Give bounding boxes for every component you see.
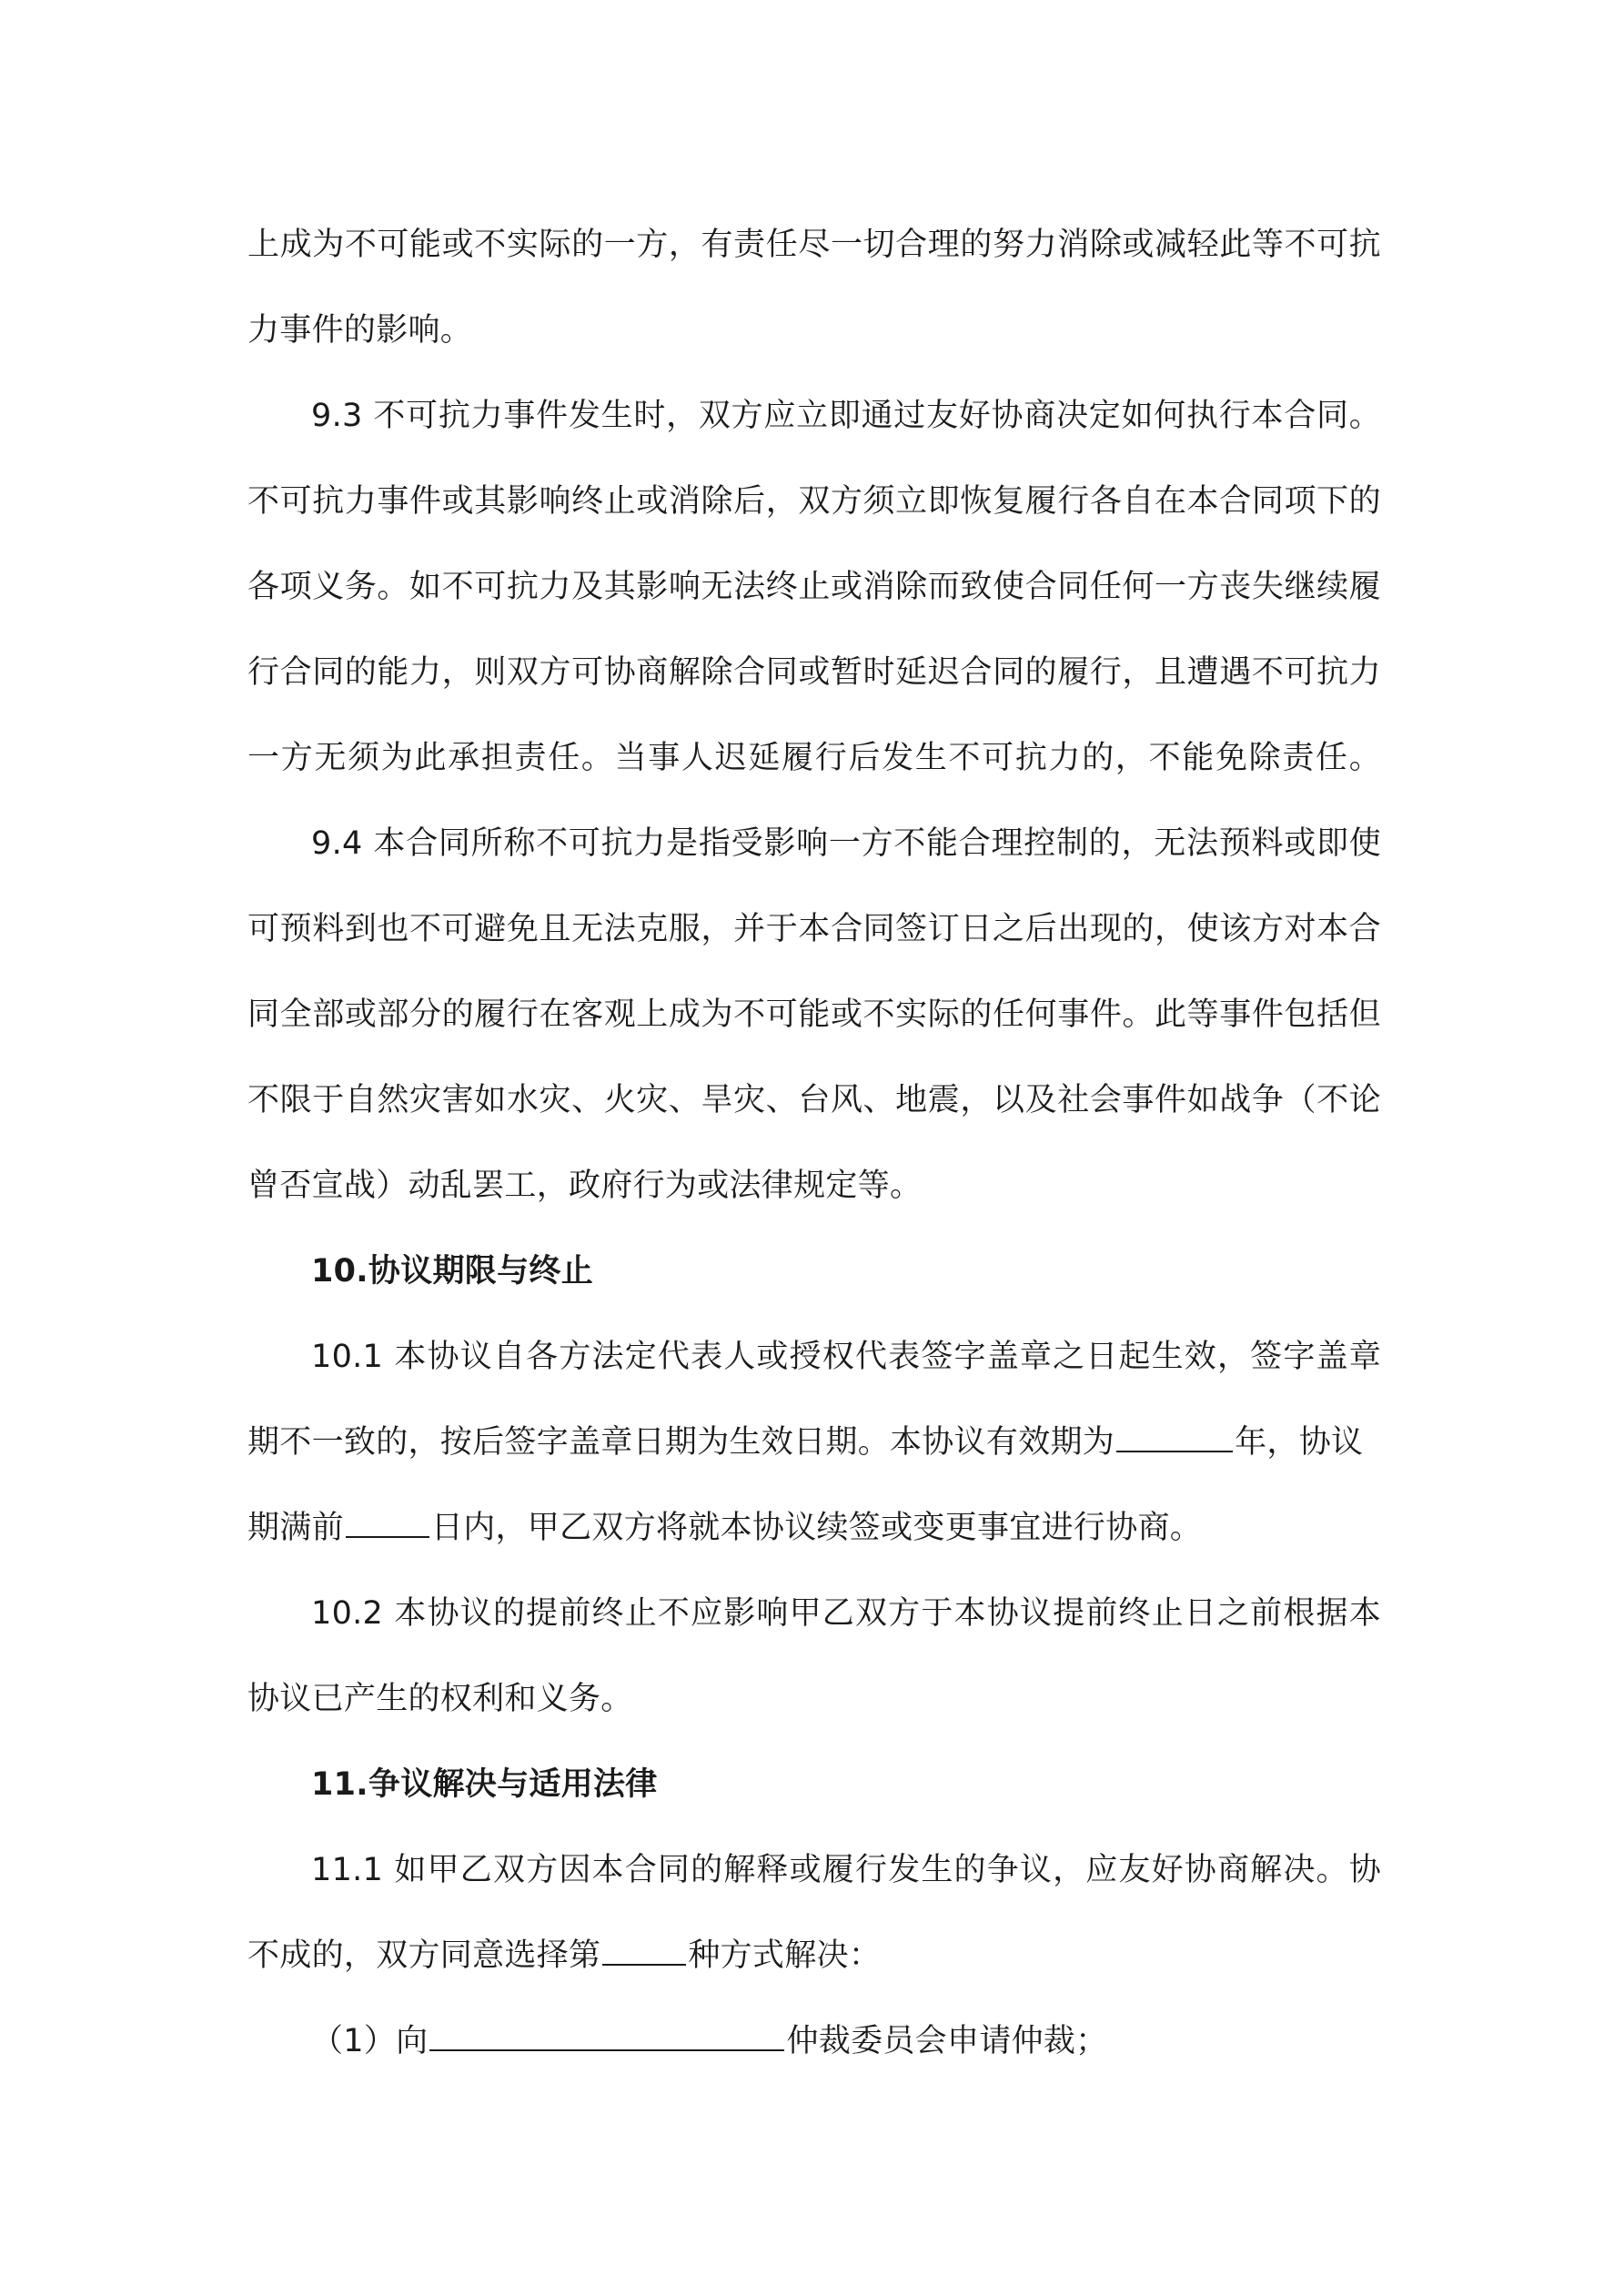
validity-term-text-end: 年，协议 [1235, 1424, 1364, 1461]
document-body [247, 202, 1381, 2084]
clause-11-1-line: 11.1 如甲乙双方因本合同的解释或履行发生的争议，应友好协商解决。协 [311, 1852, 1381, 1888]
section-11-heading: 11.争议解决与适用法律 [311, 1766, 658, 1803]
arbitration-text: （1）向 [311, 2023, 429, 2059]
paragraph-line: 不限于自然灾害如水灾、火灾、旱灾、台风、地震，以及社会事件如战争（不论 [247, 1082, 1381, 1118]
clause-10-1-line: 10.1 本协议自各方法定代表人或授权代表签字盖章之日起生效，签字盖章 [311, 1339, 1381, 1375]
renewal-text: 期满前 [247, 1510, 344, 1546]
renewal-text-end: 日内，甲乙双方将就本协议续签或变更事宜进行协商。 [430, 1510, 1203, 1546]
paragraph-line: 各项义务。如不可抗力及其影响无法终止或消除而致使合同任何一方丧失继续履 [247, 569, 1381, 605]
validity-term-text: 期不一致的，按后签字盖章日期为生效日期。本协议有效期为 [247, 1424, 1115, 1461]
dispute-method-line [247, 1913, 1381, 1998]
validity-term-line [247, 1400, 1381, 1485]
validity-years-blank[interactable] [1116, 1421, 1233, 1452]
paragraph-line: 同全部或部分的履行在客观上成为不可能或不实际的任何事件。此等事件包括但 [247, 996, 1381, 1033]
dispute-method-text: 不成的，双方同意选择第 [247, 1937, 601, 1974]
renewal-days-blank[interactable] [346, 1507, 429, 1538]
clause-10-2-line: 10.2 本协议的提前终止不应影响甲乙双方于本协议提前终止日之前根据本 [311, 1595, 1381, 1632]
dispute-method-text-end: 种方式解决： [688, 1937, 882, 1974]
arbitration-commission-blank[interactable] [429, 2020, 784, 2051]
paragraph-line: 上成为不可能或不实际的一方，有责任尽一切合理的努力消除或减轻此等不可抗 [247, 227, 1381, 263]
renewal-line [247, 1485, 1381, 1571]
paragraph-line: 可预料到也不可避免且无法克服，并于本合同签订日之后出现的，使该方对本合 [247, 911, 1381, 947]
paragraph-line: 行合同的能力，则双方可协商解除合同或暂时延迟合同的履行，且遭遇不可抗力 [247, 654, 1381, 691]
paragraph-line: 曾否宣战）动乱罢工，政府行为或法律规定等。 [247, 1168, 923, 1204]
paragraph-line: 协议已产生的权利和义务。 [247, 1681, 633, 1717]
arbitration-text-end: 仲裁委员会申请仲裁； [786, 2023, 1108, 2059]
paragraph-line: 力事件的影响。 [247, 312, 473, 349]
paragraph-line: 一方无须为此承担责任。当事人迟延履行后发生不可抗力的，不能免除责任。 [247, 740, 1381, 776]
dispute-method-blank[interactable] [602, 1935, 686, 1966]
clause-9-3-line: 9.3 不可抗力事件发生时，双方应立即通过友好协商决定如何执行本合同。 [311, 398, 1381, 434]
paragraph-line: 不可抗力事件或其影响终止或消除后，双方须立即恢复履行各自在本合同项下的 [247, 483, 1381, 520]
arbitration-line [247, 1998, 1381, 2084]
section-10-heading: 10.协议期限与终止 [311, 1253, 594, 1290]
clause-9-4-line: 9.4 本合同所称不可抗力是指受影响一方不能合理控制的，无法预料或即使 [311, 825, 1381, 862]
